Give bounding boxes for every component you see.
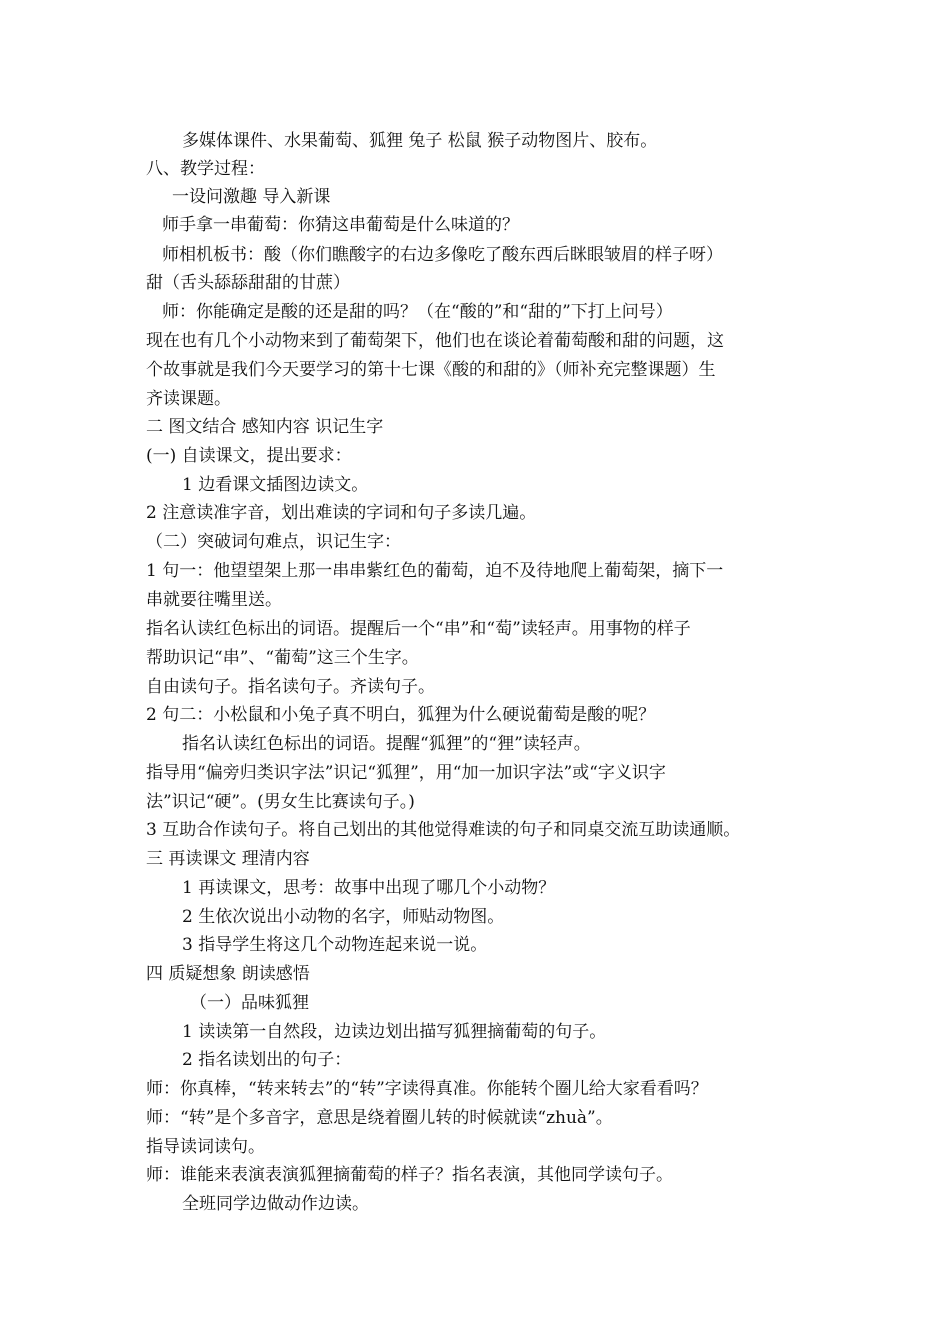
- text-line: 2 句二：小松鼠和小兔子真不明白，狐狸为什么硬说葡萄是酸的呢？: [146, 705, 656, 725]
- text-line: 师手拿一串葡萄：你猜这串葡萄是什么味道的？: [162, 215, 519, 235]
- text-line: 现在也有几个小动物来到了葡萄架下，他们也在谈论着葡萄酸和甜的问题，这: [146, 331, 724, 351]
- text-line: 指名认读红色标出的词语。提醒“狐狸”的“狸”读轻声。: [182, 734, 591, 754]
- text-line: 师：你真棒，“转来转去”的“转”字读得真准。你能转个圈儿给大家看看吗？: [146, 1079, 708, 1099]
- text-line: 全班同学边做动作边读。: [182, 1194, 369, 1214]
- subsection-heading: (一) 自读课文，提出要求：: [146, 446, 352, 466]
- text-line: 串就要往嘴里送。: [146, 590, 282, 610]
- text-line: 自由读句子。指名读句子。齐读句子。: [146, 677, 435, 697]
- text-line: 法”识记“硬”。(男女生比赛读句子。): [146, 792, 415, 812]
- text-line: 2 生依次说出小动物的名字，师贴动物图。: [182, 907, 505, 927]
- text-line: 3 指导学生将这几个动物连起来说一说。: [182, 935, 488, 955]
- section-heading: 二 图文结合 感知内容 识记生字: [146, 417, 384, 437]
- text-line: 师：“转”是个多音字，意思是绕着圈儿转的时候就读“zhuà”。: [146, 1108, 613, 1128]
- subsection-heading: （二）突破词句难点，识记生字：: [146, 532, 401, 552]
- text-line: 多媒体课件、水果葡萄、狐狸 兔子 松鼠 猴子动物图片、胶布。: [182, 131, 658, 151]
- section-heading: 八、教学过程：: [146, 159, 265, 179]
- text-line: 1 再读课文，思考：故事中出现了哪几个小动物？: [182, 878, 556, 898]
- text-line: 师：你能确定是酸的还是甜的吗？（在“酸的”和“甜的”下打上问号）: [162, 302, 673, 322]
- text-line: 指名认读红色标出的词语。提醒后一个“串”和“萄”读轻声。用事物的样子: [146, 619, 691, 639]
- text-line: 甜（舌头舔舔甜甜的甘蔗）: [146, 273, 350, 293]
- text-line: 1 句一：他望望架上那一串串紫红色的葡萄，迫不及待地爬上葡萄架，摘下一: [146, 561, 724, 581]
- subsection-heading: 一设问激趣 导入新课: [172, 187, 331, 207]
- text-line: 师相机板书：酸（你们瞧酸字的右边多像吃了酸东西后眯眼皱眉的样子呀）: [162, 245, 723, 265]
- text-line: 指导读词读句。: [146, 1137, 265, 1157]
- text-line: 指导用“偏旁归类识字法”识记“狐狸”，用“加一加识字法”或“字义识字: [146, 763, 666, 783]
- subsection-heading: （一）品味狐狸: [190, 993, 309, 1013]
- text-line: 2 指名读划出的句子：: [182, 1050, 352, 1070]
- text-line: 1 边看课文插图边读文。: [182, 475, 369, 495]
- text-line: 3 互助合作读句子。将自己划出的其他觉得难读的句子和同桌交流互助读通顺。: [146, 820, 741, 840]
- section-heading: 四 质疑想象 朗读感悟: [146, 964, 310, 984]
- text-line: 1 读读第一自然段，边读边划出描写狐狸摘葡萄的句子。: [182, 1022, 607, 1042]
- section-heading: 三 再读课文 理清内容: [146, 849, 310, 869]
- text-line: 帮助识记“串”、“葡萄”这三个生字。: [146, 648, 419, 668]
- text-line: 师：谁能来表演表演狐狸摘葡萄的样子？指名表演，其他同学读句子。: [146, 1165, 673, 1185]
- text-line: 齐读课题。: [146, 389, 231, 409]
- text-line: 个故事就是我们今天要学习的第十七课《酸的和甜的》（师补充完整课题）生: [146, 360, 716, 380]
- text-line: 2 注意读准字音，划出难读的字词和句子多读几遍。: [146, 503, 537, 523]
